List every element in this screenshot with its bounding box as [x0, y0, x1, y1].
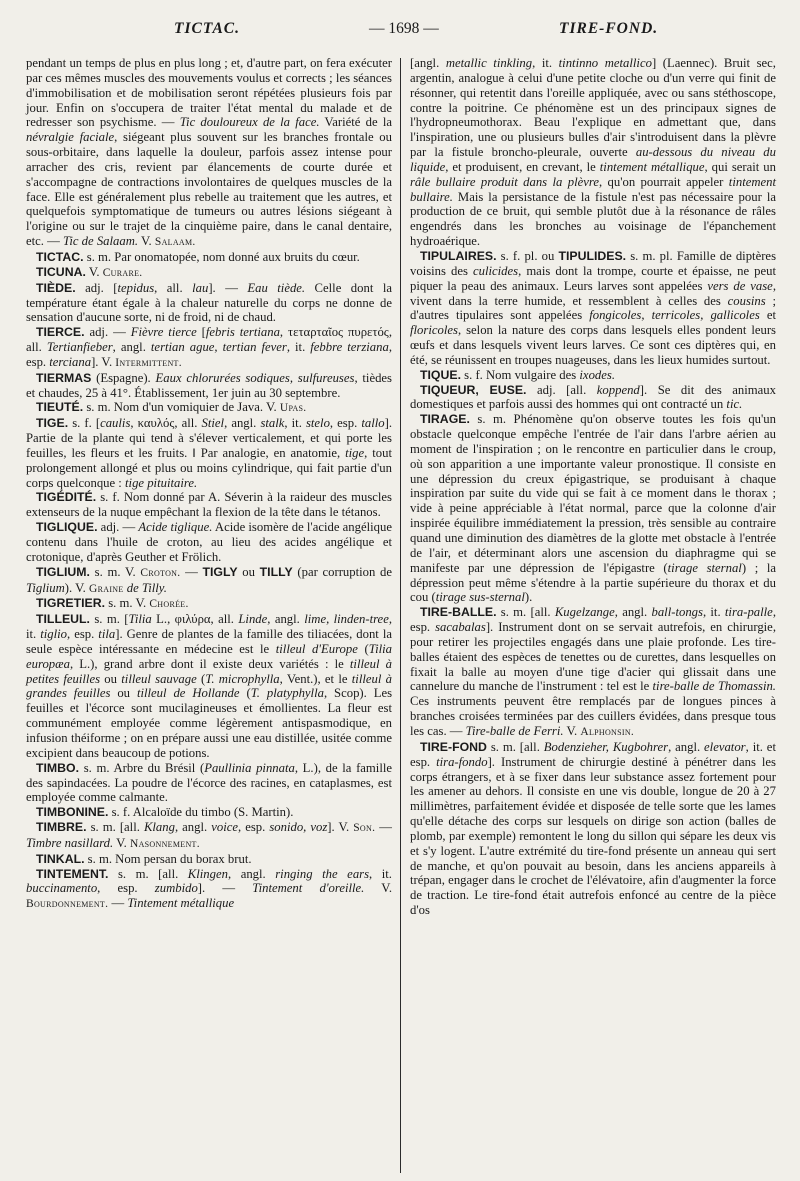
text-run: , Scop). Les feuilles et l'écorce sont mucilagineuses et émollientes. La fleur est communément employée comme légèrement antispasmodique, en infusion théiforme ; on en prépare aussi une eau distillée, usitée comme excipient dans beaucoup de potions.: [26, 686, 393, 760]
italic-text: cousins: [727, 293, 766, 308]
text-run: s. m. V.: [89, 564, 141, 579]
italic-text: buccinamento: [26, 881, 98, 896]
italic-text: Klang: [143, 820, 175, 835]
dictionary-entry: [26, 565, 392, 597]
text-run: —: [375, 820, 392, 835]
headword: TILLY: [259, 564, 293, 579]
text-run: [angl.: [410, 56, 446, 70]
text-run: , tièdes et chaudes, 25 à 41°. Établissement, 1er juin au 30 septembre.: [26, 370, 392, 400]
text-run: (: [239, 686, 251, 701]
headword: TIGRETIER.: [36, 596, 106, 611]
text-run: , esp.: [67, 627, 99, 642]
cross-reference: Nasonnement.: [130, 837, 200, 850]
text-run: s. f. Nom vulgaire des: [461, 367, 580, 382]
dictionary-entry: [26, 265, 392, 281]
text-run: ]. —: [208, 280, 248, 295]
italic-text: elevator: [704, 739, 746, 754]
dictionary-entry: [410, 605, 776, 740]
dictionary-entry: [26, 490, 392, 520]
headword: TIQUEUR, EUSE.: [420, 382, 527, 397]
cross-reference: Salaam.: [154, 236, 196, 249]
italic-text: râle bullaire produit dans la plèvre: [410, 174, 599, 189]
italic-text: tige pituitaire.: [125, 475, 198, 490]
text-run: [: [196, 325, 206, 340]
italic-text: terciana: [49, 354, 92, 369]
text-run: s. m. [all.: [486, 739, 544, 754]
text-run: , angl.: [668, 739, 705, 754]
italic-text: T. platyphylla: [250, 686, 324, 701]
cross-reference: Son.: [353, 822, 376, 835]
text-run: , angl.: [614, 605, 652, 620]
text-run: , it. et esp.: [410, 739, 776, 769]
italic-text: tepidus: [117, 280, 155, 295]
headword: TIEUTÉ.: [36, 400, 84, 415]
headword: TIMBONINE.: [36, 805, 109, 820]
italic-text: floricoles: [410, 323, 458, 338]
text-run: , it.: [532, 56, 559, 70]
italic-text: Linde: [238, 612, 268, 627]
text-run: , qui serait un: [704, 159, 776, 174]
italic-text: tige: [345, 445, 365, 460]
text-run: V.: [113, 835, 130, 850]
text-run: —: [180, 564, 203, 579]
italic-text: tintement métallique: [599, 159, 705, 174]
text-run: , angl.: [267, 612, 305, 627]
italic-text: tirage sus-sternal: [435, 590, 525, 605]
text-run: Acide isomère de l'acide angélique contenu dans l'huile de croton, au lieu des acides angélique et crotonique, d'après Geuther et Frölich.: [26, 520, 392, 564]
italic-text: vers de vase: [707, 278, 773, 293]
text-run: ). V.: [64, 580, 89, 595]
text-run: , L.), grand arbre dont il existe deux variétés : le: [69, 656, 350, 671]
italic-text: Tire-balle de Ferri.: [465, 723, 564, 738]
text-run: , angl.: [112, 340, 151, 355]
text-run: L., φιλύρα, all.: [151, 612, 239, 627]
italic-text: tilleul d'Europe: [275, 641, 358, 656]
text-run: adj. [all.: [526, 382, 597, 397]
headword: TIÈDE.: [36, 280, 76, 295]
cross-reference: Croton.: [140, 566, 181, 579]
text-run: (: [196, 671, 206, 686]
italic-text: ringing the ears: [275, 866, 370, 881]
headword: TIERMAS: [36, 370, 92, 385]
text-run: adj. —: [97, 520, 139, 535]
italic-text: Klingen: [187, 866, 228, 881]
cross-reference: Intermittent.: [115, 356, 182, 369]
text-run: , it.: [369, 866, 392, 881]
italic-text: koppend: [596, 382, 640, 397]
dictionary-entry: [26, 281, 392, 326]
italic-text: ball-tongs: [651, 605, 703, 620]
italic-text: Eaux chlorurées sodiques, sulfureuses: [155, 370, 355, 385]
italic-text: Paullinia pinnata: [204, 760, 295, 775]
dictionary-entry: [410, 412, 776, 605]
headword: TIQUE.: [420, 367, 461, 382]
text-run: , τεταρταῖος πυρετός, all.: [26, 325, 392, 355]
italic-text: Acide tiglique.: [138, 520, 213, 535]
text-run: Mais la persistance de la fistule n'est pas nécessaire pour la production de ce bruit, qui semble plutôt due à la résonance de râles engendrés dans les bronches au voisinage de l'épanchement hydroaérique.: [410, 189, 776, 249]
text-run: s. m. Arbre du Brésil (: [79, 760, 205, 775]
headword: TIGÉDITÉ.: [36, 490, 97, 505]
text-run: , esp.: [26, 340, 392, 369]
text-run: V.: [85, 264, 103, 279]
headword: TICUNA.: [36, 264, 86, 279]
right-column: [410, 56, 776, 918]
italic-text: tilleul sauvage: [121, 671, 197, 686]
cross-reference: Graine: [89, 582, 124, 595]
italic-text: lau: [192, 280, 209, 295]
dictionary-entry: [410, 249, 776, 368]
italic-text: tira-fondo: [436, 754, 488, 769]
italic-text: Tic de Salaam.: [63, 234, 139, 249]
italic-text: tilleul de Hollande: [136, 686, 240, 701]
italic-text: ixodes.: [579, 367, 615, 382]
text-run: , angl.: [224, 416, 261, 431]
italic-text: febbre terziana: [310, 340, 389, 355]
cross-reference: Chorée.: [149, 598, 189, 611]
italic-text: névralgie faciale: [26, 130, 115, 145]
text-run: , mais dont la trompe, courte et épaisse, ne peut piquer la peau des animaux. Leurs larves sont appelées: [410, 263, 776, 293]
text-run: ]. —: [197, 881, 253, 896]
italic-text: Tiglium: [26, 580, 65, 595]
dictionary-entry: [26, 820, 392, 852]
headword: TIRE-FOND: [420, 739, 487, 754]
text-run: , selon la nature des corps dans lesquels elles pondent leurs œufs et dans lesquels vivent leurs larves. Ce sont ces diptères qui, en été, se réunissent en troupes nuageuses, dans les lieux humides surtout.: [410, 323, 776, 367]
italic-text: Tintement métallique: [127, 896, 235, 911]
italic-text: Tic douloureux de la face.: [179, 115, 320, 130]
text-run: , it.: [286, 340, 311, 355]
text-run: pendant un temps de plus en plus long ; et, d'autre part, on fera exécuter par ces mêmes muscles des mouvements voulus et corrects ; les séances d'immobilisation et de mobilisation seront répétées plusieurs fois par jour. Enfin on s'occupera de traiter l'état mental du malade et de redresser son psychisme. —: [26, 56, 392, 130]
dictionary-entry: [26, 761, 392, 806]
text-run: adj. [: [75, 280, 118, 295]
italic-text: Tilia: [128, 612, 152, 627]
headword: TINKAL.: [36, 851, 85, 866]
headword: TIMBO.: [36, 760, 80, 775]
italic-text: T. microphylla: [205, 671, 280, 686]
italic-text: tila: [98, 627, 116, 642]
cross-reference: Bourdonnement.: [26, 898, 109, 911]
text-run: (: [357, 641, 369, 656]
dictionary-entry: [26, 371, 392, 401]
text-run: s. m. [all.: [86, 820, 144, 835]
text-run: s. m. [: [89, 612, 129, 627]
dictionary-entry: [26, 612, 392, 760]
text-run: s. f. pl. ou: [496, 248, 559, 263]
text-run: , all.: [154, 280, 193, 295]
dictionary-entry: [26, 520, 392, 565]
text-run: s. f. Nom donné par A. Séverin à la raideur des muscles extenseurs de la nuque empêchant la flexion de la tête dans le tétanos.: [26, 490, 392, 520]
dictionary-entry: [410, 740, 776, 918]
text-run: ] (Laennec). Bruit sec, argentin, analogue à celui d'une petite cloche ou d'un verre qui finit de résonner, qui retentit dans l'oreille appliquée, avec ou sans stéthoscope, contre la poitrine. Ce phénomène est un des principaux signes de l'hydropneumothorax. Beau l'explique en admettant que, dans l'inspiration, une ou plusieurs bulles d'air s'introduisent dans la plèvre par la fistule broncho-pleurale, ouverte: [410, 56, 776, 160]
text-run: et: [759, 308, 776, 323]
headword: TIPULAIRES.: [420, 248, 497, 263]
left-column: [26, 56, 392, 912]
continued-text: [26, 56, 392, 250]
text-run: —: [108, 896, 128, 911]
text-run: ]. Instrument de chirurgie destiné à pénétrer dans les corps étrangers, et à se fixer dans leur substance assez fortement pour les amener au dehors. Il consiste en une vis double, longue de 20 à 27 millimètres, parfaitement évidée et disposée de telle sorte que les lames qu'elle détache des corps sur lesquels on dirige son action (balles de plomb, par exemple) remontent le long du sillon qui sépare les deux vis et s'y logent. L'autre extrémité du tire-fond présente un anneau qui sert de manche, et qu'on pouvait au besoin, dans les anciens appareils à trépan, engager dans le crochet de l'élévatoire, afin d'augmenter la force de traction. Le tire-fond était autrefois enfoncé au centre de la pièce d'os: [410, 754, 776, 918]
italic-text: zumbido: [154, 881, 198, 896]
text-run: s. m. [all.: [108, 866, 188, 881]
running-header: [24, 18, 776, 44]
text-run: Celle dont la température étant égale à la chaleur naturelle du corps ne donne de sensation d'aucune sorte, ni de froid, ni de chaud.: [26, 280, 392, 325]
italic-text: caulis: [100, 416, 131, 431]
italic-text: Tertianfieber: [46, 340, 113, 355]
text-run: , esp.: [410, 605, 776, 635]
text-run: ]. V.: [327, 820, 354, 835]
text-run: ]. Genre de plantes de la famille des tiliacées, dont la seule espèce intéressante en médecine est le: [26, 627, 392, 656]
text-run: , L.), de la famille des sapindacées. La poudre de l'écorce des racines, en cataplasmes, est employée comme calmante.: [26, 760, 393, 805]
dictionary-entry: [410, 383, 776, 413]
dictionary-entry: [26, 805, 392, 820]
cross-reference: Upas.: [279, 402, 307, 415]
headword: TICTAC.: [36, 249, 84, 264]
dictionary-entry: [26, 250, 392, 265]
text-run: , angl.: [227, 866, 276, 881]
text-run: Ces instruments peuvent être remplacés par de longues pinces à branches croisées terminées par des cuillers évidées, dans presque tous les cas. —: [410, 694, 776, 738]
italic-text: stelo: [305, 416, 330, 431]
headword: TIMBRE.: [36, 820, 87, 835]
headword: TIRE-BALLE.: [420, 605, 497, 620]
italic-text: Eau tiède.: [247, 280, 306, 295]
italic-text: Timbre nasillard.: [26, 835, 114, 850]
text-run: Variété de la: [319, 115, 392, 130]
headword: TIGE.: [36, 416, 69, 431]
text-run: ou: [100, 671, 122, 686]
headword: TIPULIDES.: [558, 248, 627, 263]
headword: TINTEMENT.: [36, 866, 109, 881]
italic-text: tiglio: [40, 627, 68, 642]
text-run: (par corruption de: [292, 564, 393, 579]
text-run: s. m. Phénomène qu'on observe toutes les fois qu'un obstacle quelconque empêche l'entrée de l'air dans l'arbre aérien au moment de l'inspiration ; on le rencontre en particulier dans le croup, où son apparition a une importante valeur pronostique. Il consiste en une dépression du creux épigastrique, se produisant à chaque inspiration par suite du vide qui se fait à ce moment dans le thorax ; vide à peine appréciable à l'état normal, parce que la colonne d'air inspirée équilibre immédiatement la pression, très sensible au contraire quand une diminution des diamètres de la glotte met obstacle à l'entrée de l'air, et déterminant alors une ascension du diaphragme qui se manifeste par une dépression de l'épigastre (: [410, 412, 776, 575]
headword: TILLEUL.: [36, 612, 90, 627]
text-run: , vivent dans la terre humide, et ressemblent à celles des: [410, 278, 776, 308]
continued-text: [410, 56, 776, 249]
italic-text: Fièvre tierce: [130, 325, 197, 340]
text-run: ou: [110, 686, 137, 701]
text-run: , et produisent, en crevant, le: [445, 159, 600, 174]
italic-text: tire-balle de Thomassin.: [652, 679, 776, 694]
text-run: ]. Partie de la plante qui tend à s'élever verticalement, et qui porte les feuilles, les fleurs et les fruits. ‖ Par analogie, en anatomie,: [26, 416, 392, 460]
text-run: ]. Se dit des animaux domestiques et parfois aussi des hommes qui ont contracté un: [410, 382, 776, 412]
text-run: ; d'autres tipulaires sont appelées: [410, 293, 776, 323]
text-run: , Vent.), et le: [279, 671, 352, 686]
italic-text: Stiel: [201, 416, 225, 431]
text-run: , it.: [702, 605, 725, 620]
cross-reference: Alphonsin.: [580, 725, 635, 738]
dictionary-entry: [26, 400, 392, 416]
italic-text: tirage sternal: [667, 560, 742, 575]
italic-text: tallo: [361, 416, 385, 431]
text-run: , qu'on pourrait appeler: [598, 174, 729, 189]
headword: TIRAGE.: [420, 412, 470, 427]
italic-text: au-dessous du niveau du liquide: [410, 145, 776, 174]
text-run: s. m. Par onomatopée, nom donné aux bruits du cœur.: [83, 249, 360, 264]
italic-text: tintement bullaire.: [410, 174, 777, 204]
italic-text: tilleul à petites feuilles: [26, 656, 392, 686]
text-run: , angl.: [174, 820, 212, 835]
text-run: ) ; la dépression peut même s'étendre à la partie supérieure du thorax et du cou (: [410, 560, 776, 605]
dictionary-entry: [26, 852, 392, 867]
text-run: adj. —: [84, 325, 131, 340]
italic-text: Bodenzieher, Kugbohrer: [543, 739, 669, 754]
text-run: s. f. Alcaloïde du timbo (S. Martin).: [108, 805, 294, 820]
italic-text: sacabalas: [435, 620, 486, 635]
dictionary-entry: [410, 368, 776, 383]
text-run: s. m. [all.: [496, 605, 555, 620]
text-run: s. f. [: [68, 416, 101, 431]
text-run: , tout prolongement allongé et plus ou moins cylindrique, qui fait partie d'un corps quelconque :: [26, 445, 392, 490]
text-run: , it.: [26, 612, 392, 642]
cross-reference: Curare.: [102, 266, 143, 279]
header-right-word: TIRE-FOND.: [559, 20, 659, 37]
text-run: s. m. pl. Famille de diptères voisins des: [410, 248, 777, 278]
text-run: V.: [138, 234, 155, 249]
italic-text: Kugelzange: [554, 605, 615, 620]
text-run: , esp.: [329, 416, 362, 431]
headword: TIGLIQUE.: [36, 520, 98, 535]
text-run: , esp.: [238, 820, 270, 835]
text-run: ou: [237, 564, 260, 579]
italic-text: stalk: [260, 416, 285, 431]
text-run: ).: [524, 590, 533, 605]
text-run: s. m. V.: [105, 596, 150, 611]
text-run: , it.: [284, 416, 306, 431]
text-run: , siégeant plus souvent sur les branches frontale ou sous-orbitaire, dans laquelle la douleur, parfois assez intense pour arracher des cris, revient par élancements de courte durée et s'accompagne de contractions involontaires de quelques muscles de la face. Elle est généralement plus rebelle au traitement que les autres, et quelquefois symptomatique de tumeurs ou autres lésions siégeant à l'origine ou sur le trajet de la cinquième paire, dans le canal dentaire, etc. —: [26, 130, 392, 249]
italic-text: tertian ague, tertian fever: [150, 340, 287, 355]
text-run: V.: [563, 723, 581, 738]
headword: TIGLIUM.: [36, 564, 90, 579]
italic-text: tira-palle: [724, 605, 773, 620]
text-run: s. m. Nom d'un vomiquier de Java. V.: [83, 400, 280, 415]
dictionary-entry: [26, 416, 392, 490]
italic-text: sonido, voz: [269, 820, 328, 835]
italic-text: tintinno metallico: [558, 56, 652, 70]
italic-text: febris tertiana: [205, 325, 280, 340]
text-run: , esp.: [97, 881, 155, 896]
italic-text: lime, linden-tree: [304, 612, 389, 627]
column-divider: [400, 58, 401, 1173]
headword: TIGLY: [202, 564, 238, 579]
text-run: ]. Instrument dont on se servait autrefois, en chirurgie, pour retirer les projectiles engagés dans une plaie profonde. Les tire-balles étaient des espèces de tenettes ou de curettes, dans lesquelles on fixait la balle au moyen d'une tige d'acier qui glissait dans une cannelure du manche de l'instrument : tel est le: [410, 620, 776, 694]
text-run: V.: [364, 881, 393, 896]
page-number: — 1698 —: [369, 20, 439, 37]
text-run: ]. V.: [91, 354, 116, 369]
italic-text: voice: [211, 820, 238, 835]
dictionary-entry: [26, 867, 392, 913]
italic-text: metallic tinkling: [445, 56, 533, 70]
italic-text: Tintement d'oreille.: [252, 881, 365, 896]
text-run: s. m. Nom persan du borax brut.: [84, 851, 252, 866]
italic-text: fongicoles, terricoles, gallicoles: [589, 308, 760, 323]
text-run: (Espagne).: [91, 370, 156, 385]
header-left-word: TICTAC.: [174, 20, 241, 37]
headword: TIERCE.: [36, 325, 85, 340]
italic-text: Tilia europæa: [26, 641, 392, 671]
dictionary-entry: [26, 596, 392, 612]
italic-text: tic.: [726, 397, 743, 412]
italic-text: de Tilly.: [126, 580, 167, 595]
text-run: , καυλός, all.: [130, 416, 202, 431]
dictionary-entry: [26, 325, 392, 371]
italic-text: culicides: [472, 263, 519, 278]
italic-text: tilleul à grandes feuilles: [26, 671, 392, 701]
